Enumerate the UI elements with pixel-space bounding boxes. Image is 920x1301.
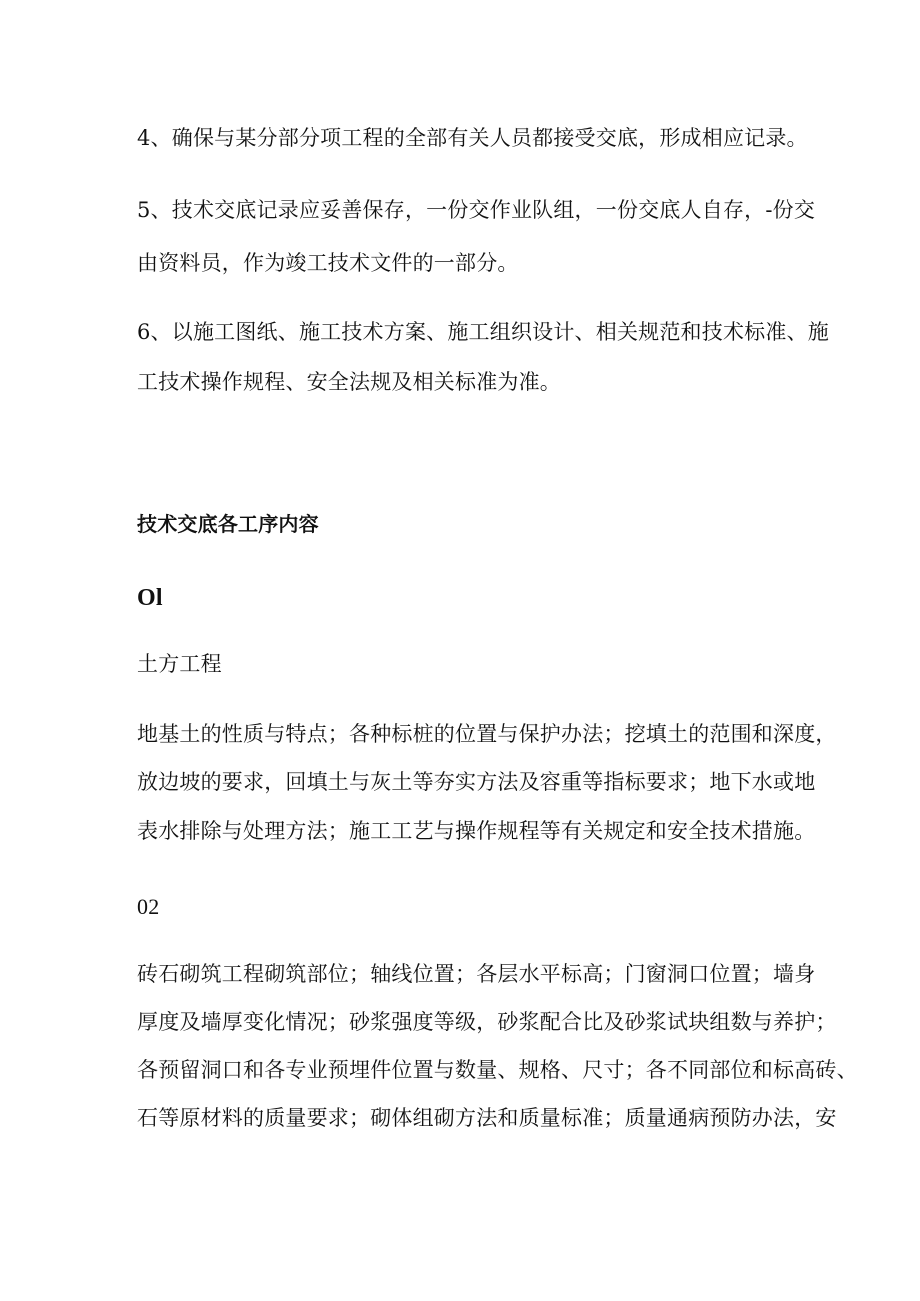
section-2-body-line-1: 砖石砌筑工程砌筑部位；轴线位置；各层水平标高；门窗洞口位置；墙身 <box>137 962 816 986</box>
section-1-number: Ol <box>137 585 163 611</box>
section-heading: 技术交底各工序内容 <box>137 512 319 536</box>
item-5-line-1: 5、技术交底记录应妥善保存，一份交作业队组，一份交底人自存，-份交 <box>137 198 816 222</box>
section-1-body-line-2: 放边坡的要求，回填土与灰土等夯实方法及容重等指标要求；地下水或地 <box>137 770 816 794</box>
section-2-body-line-4: 石等原材料的质量要求；砌体组砌方法和质量标准；质量通病预防办法，安 <box>137 1106 837 1130</box>
item-5-line-2: 由资料员，作为竣工技术文件的一部分。 <box>137 251 519 275</box>
section-2-body-line-3: 各预留洞口和各专业预埋件位置与数量、规格、尺寸；各不同部位和标高砖、 <box>137 1058 858 1082</box>
section-1-title: 土方工程 <box>137 652 222 676</box>
section-1-body-line-1: 地基土的性质与特点；各种标桩的位置与保护办法；挖填土的范围和深度， <box>137 722 837 746</box>
item-6-line-1: 6、以施工图纸、施工技术方案、施工组织设计、相关规范和技术标准、施 <box>137 320 829 344</box>
section-2-body-line-2: 厚度及墙厚变化情况；砂浆强度等级，砂浆配合比及砂浆试块组数与养护； <box>137 1010 837 1034</box>
item-4-line-1: 4、确保与某分部分项工程的全部有关人员都接受交底，形成相应记录。 <box>137 126 808 150</box>
item-6-line-2: 工技术操作规程、安全法规及相关标准为准。 <box>137 370 561 394</box>
section-2-number: 02 <box>137 894 160 919</box>
section-1-body-line-3: 表水排除与处理方法；施工工艺与操作规程等有关规定和安全技术措施。 <box>137 819 816 843</box>
